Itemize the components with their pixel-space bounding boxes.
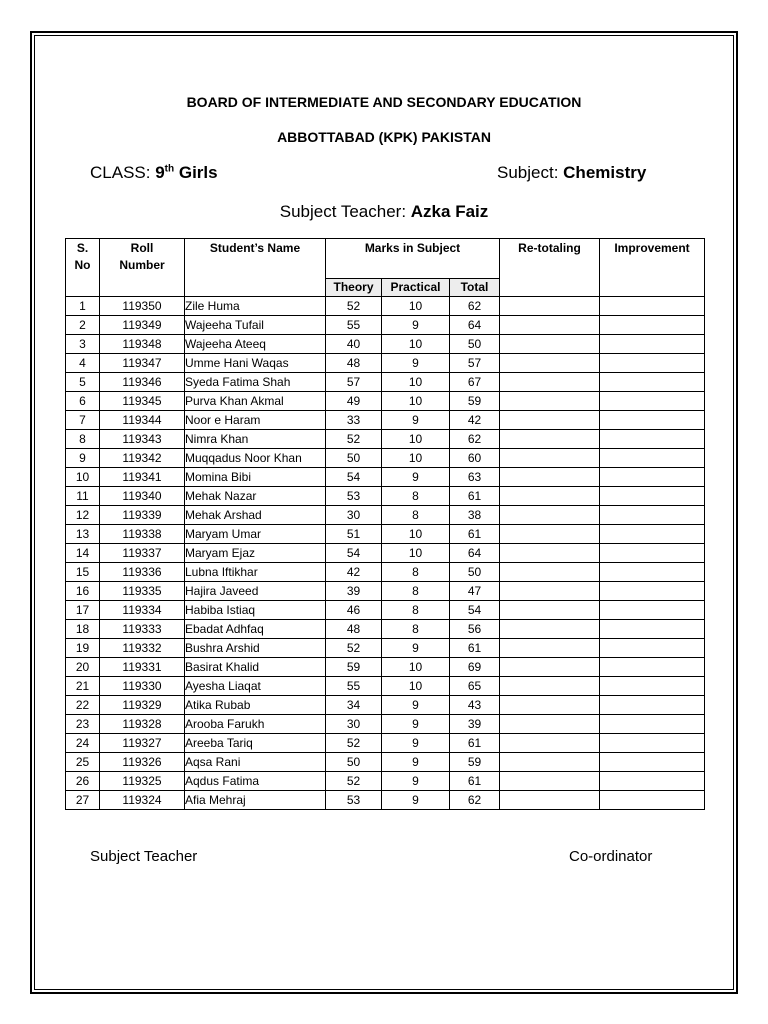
cell-name: Maryam Ejaz <box>185 544 326 563</box>
cell-roll: 119340 <box>100 487 185 506</box>
header-practical: Practical <box>382 279 450 297</box>
cell-practical: 8 <box>382 601 450 620</box>
cell-retotaling <box>500 430 600 449</box>
cell-name: Nimra Khan <box>185 430 326 449</box>
cell-theory: 33 <box>326 411 382 430</box>
cell-name: Maryam Umar <box>185 525 326 544</box>
table-row <box>66 392 705 411</box>
cell-total: 57 <box>450 354 500 373</box>
cell-roll: 119347 <box>100 354 185 373</box>
cell-sno: 23 <box>66 715 100 734</box>
cell-total: 54 <box>450 601 500 620</box>
cell-sno: 17 <box>66 601 100 620</box>
cell-sno: 15 <box>66 563 100 582</box>
cell-total: 60 <box>450 449 500 468</box>
table-row <box>66 354 705 373</box>
table-row <box>66 772 705 791</box>
cell-improvement <box>600 582 705 601</box>
cell-sno: 25 <box>66 753 100 772</box>
cell-total: 62 <box>450 791 500 810</box>
cell-improvement <box>600 734 705 753</box>
table-row <box>66 753 705 772</box>
signature-coordinator: Co-ordinator <box>569 848 653 865</box>
cell-sno: 13 <box>66 525 100 544</box>
teacher-info <box>0 202 768 222</box>
cell-improvement <box>600 696 705 715</box>
cell-retotaling <box>500 677 600 696</box>
cell-theory: 59 <box>326 658 382 677</box>
cell-practical: 8 <box>382 582 450 601</box>
cell-practical: 10 <box>382 525 450 544</box>
board-title: BOARD OF INTERMEDIATE AND SECONDARY EDUCATION <box>186 94 582 110</box>
cell-name: Afia Mehraj <box>185 791 326 810</box>
cell-sno: 7 <box>66 411 100 430</box>
cell-improvement <box>600 753 705 772</box>
marks-table <box>65 238 705 810</box>
header-retotaling: Re-totaling <box>500 239 600 297</box>
cell-sno: 18 <box>66 620 100 639</box>
cell-improvement <box>600 487 705 506</box>
cell-sno: 24 <box>66 734 100 753</box>
cell-theory: 30 <box>326 506 382 525</box>
cell-improvement <box>600 658 705 677</box>
cell-sno: 11 <box>66 487 100 506</box>
cell-retotaling <box>500 373 600 392</box>
teacher-value: Azka Faiz <box>410 202 489 221</box>
table-row <box>66 316 705 335</box>
table-row <box>66 449 705 468</box>
cell-roll: 119345 <box>100 392 185 411</box>
header-total: Total <box>450 279 500 297</box>
table-row <box>66 620 705 639</box>
cell-total: 62 <box>450 430 500 449</box>
class-info <box>90 163 218 183</box>
cell-sno: 9 <box>66 449 100 468</box>
cell-theory: 55 <box>326 677 382 696</box>
cell-improvement <box>600 544 705 563</box>
cell-improvement <box>600 601 705 620</box>
cell-theory: 46 <box>326 601 382 620</box>
cell-sno: 19 <box>66 639 100 658</box>
signature-subject-teacher: Subject Teacher <box>90 848 198 865</box>
cell-improvement <box>600 791 705 810</box>
cell-theory: 54 <box>326 544 382 563</box>
cell-improvement <box>600 297 705 316</box>
cell-theory: 52 <box>326 639 382 658</box>
header-roll-line2: Number <box>119 258 165 272</box>
cell-improvement <box>600 715 705 734</box>
cell-sno: 12 <box>66 506 100 525</box>
cell-sno: 10 <box>66 468 100 487</box>
cell-name: Syeda Fatima Shah <box>185 373 326 392</box>
cell-retotaling <box>500 487 600 506</box>
cell-roll: 119341 <box>100 468 185 487</box>
cell-improvement <box>600 335 705 354</box>
cell-improvement <box>600 430 705 449</box>
cell-sno: 6 <box>66 392 100 411</box>
cell-retotaling <box>500 525 600 544</box>
cell-roll: 119334 <box>100 601 185 620</box>
cell-practical: 9 <box>382 791 450 810</box>
cell-improvement <box>600 772 705 791</box>
cell-sno: 16 <box>66 582 100 601</box>
cell-theory: 34 <box>326 696 382 715</box>
cell-name: Habiba Istiaq <box>185 601 326 620</box>
cell-roll: 119326 <box>100 753 185 772</box>
cell-retotaling <box>500 734 600 753</box>
table-row <box>66 658 705 677</box>
cell-improvement <box>600 392 705 411</box>
cell-roll: 119332 <box>100 639 185 658</box>
cell-theory: 52 <box>326 772 382 791</box>
cell-roll: 119337 <box>100 544 185 563</box>
cell-practical: 10 <box>382 430 450 449</box>
cell-total: 61 <box>450 639 500 658</box>
header-roll <box>100 239 185 297</box>
cell-total: 61 <box>450 487 500 506</box>
cell-practical: 9 <box>382 715 450 734</box>
class-superscript: th <box>164 163 175 175</box>
cell-name: Umme Hani Waqas <box>185 354 326 373</box>
cell-improvement <box>600 639 705 658</box>
board-location: ABBOTTABAD (KPK) PAKISTAN <box>277 129 491 145</box>
table-row <box>66 582 705 601</box>
cell-total: 69 <box>450 658 500 677</box>
cell-theory: 30 <box>326 715 382 734</box>
cell-roll: 119327 <box>100 734 185 753</box>
cell-theory: 52 <box>326 734 382 753</box>
cell-practical: 8 <box>382 506 450 525</box>
table-row <box>66 563 705 582</box>
cell-retotaling <box>500 582 600 601</box>
cell-retotaling <box>500 449 600 468</box>
cell-name: Areeba Tariq <box>185 734 326 753</box>
cell-practical: 10 <box>382 297 450 316</box>
header-sno-line1: S. <box>76 241 89 255</box>
cell-roll: 119339 <box>100 506 185 525</box>
cell-name: Muqqadus Noor Khan <box>185 449 326 468</box>
cell-retotaling <box>500 316 600 335</box>
cell-sno: 20 <box>66 658 100 677</box>
cell-theory: 49 <box>326 392 382 411</box>
cell-theory: 55 <box>326 316 382 335</box>
table-row <box>66 715 705 734</box>
cell-name: Basirat Khalid <box>185 658 326 677</box>
cell-theory: 51 <box>326 525 382 544</box>
cell-total: 47 <box>450 582 500 601</box>
table-row <box>66 639 705 658</box>
cell-name: Hajira Javeed <box>185 582 326 601</box>
cell-sno: 21 <box>66 677 100 696</box>
cell-roll: 119325 <box>100 772 185 791</box>
cell-practical: 10 <box>382 677 450 696</box>
cell-total: 61 <box>450 525 500 544</box>
class-name: Girls <box>174 163 218 182</box>
cell-name: Zile Huma <box>185 297 326 316</box>
cell-retotaling <box>500 601 600 620</box>
cell-total: 63 <box>450 468 500 487</box>
cell-practical: 10 <box>382 544 450 563</box>
cell-roll: 119328 <box>100 715 185 734</box>
cell-total: 65 <box>450 677 500 696</box>
cell-retotaling <box>500 639 600 658</box>
cell-roll: 119336 <box>100 563 185 582</box>
cell-total: 61 <box>450 772 500 791</box>
cell-total: 50 <box>450 335 500 354</box>
teacher-label: Subject Teacher: <box>279 202 411 221</box>
cell-roll: 119348 <box>100 335 185 354</box>
cell-total: 59 <box>450 753 500 772</box>
cell-sno: 8 <box>66 430 100 449</box>
cell-practical: 10 <box>382 373 450 392</box>
cell-theory: 48 <box>326 620 382 639</box>
cell-retotaling <box>500 563 600 582</box>
cell-roll: 119344 <box>100 411 185 430</box>
cell-roll: 119330 <box>100 677 185 696</box>
table-row <box>66 297 705 316</box>
cell-sno: 14 <box>66 544 100 563</box>
cell-practical: 8 <box>382 487 450 506</box>
header-improvement: Improvement <box>600 239 705 297</box>
cell-practical: 8 <box>382 563 450 582</box>
cell-total: 56 <box>450 620 500 639</box>
cell-roll: 119324 <box>100 791 185 810</box>
cell-name: Ayesha Liaqat <box>185 677 326 696</box>
cell-retotaling <box>500 791 600 810</box>
cell-roll: 119331 <box>100 658 185 677</box>
header-theory: Theory <box>326 279 382 297</box>
cell-name: Purva Khan Akmal <box>185 392 326 411</box>
cell-practical: 8 <box>382 620 450 639</box>
cell-theory: 50 <box>326 449 382 468</box>
table-row <box>66 468 705 487</box>
table-row <box>66 696 705 715</box>
cell-sno: 2 <box>66 316 100 335</box>
cell-practical: 9 <box>382 639 450 658</box>
cell-theory: 39 <box>326 582 382 601</box>
cell-total: 61 <box>450 734 500 753</box>
cell-improvement <box>600 563 705 582</box>
cell-name: Aqdus Fatima <box>185 772 326 791</box>
cell-total: 59 <box>450 392 500 411</box>
cell-practical: 9 <box>382 734 450 753</box>
cell-practical: 9 <box>382 354 450 373</box>
cell-name: Noor e Haram <box>185 411 326 430</box>
cell-improvement <box>600 525 705 544</box>
cell-retotaling <box>500 715 600 734</box>
cell-practical: 10 <box>382 449 450 468</box>
cell-theory: 54 <box>326 468 382 487</box>
cell-name: Lubna Iftikhar <box>185 563 326 582</box>
cell-name: Wajeeha Ateeq <box>185 335 326 354</box>
cell-name: Momina Bibi <box>185 468 326 487</box>
cell-practical: 10 <box>382 658 450 677</box>
cell-roll: 119335 <box>100 582 185 601</box>
cell-improvement <box>600 449 705 468</box>
cell-theory: 50 <box>326 753 382 772</box>
cell-improvement <box>600 620 705 639</box>
cell-theory: 52 <box>326 297 382 316</box>
cell-retotaling <box>500 544 600 563</box>
cell-retotaling <box>500 392 600 411</box>
cell-retotaling <box>500 753 600 772</box>
cell-practical: 10 <box>382 335 450 354</box>
cell-improvement <box>600 354 705 373</box>
cell-retotaling <box>500 468 600 487</box>
cell-name: Mehak Arshad <box>185 506 326 525</box>
cell-theory: 57 <box>326 373 382 392</box>
cell-retotaling <box>500 506 600 525</box>
cell-sno: 4 <box>66 354 100 373</box>
cell-sno: 3 <box>66 335 100 354</box>
cell-theory: 40 <box>326 335 382 354</box>
cell-sno: 1 <box>66 297 100 316</box>
cell-practical: 9 <box>382 468 450 487</box>
cell-retotaling <box>500 772 600 791</box>
cell-name: Ebadat Adhfaq <box>185 620 326 639</box>
cell-theory: 52 <box>326 430 382 449</box>
subject-value: Chemistry <box>563 163 647 182</box>
cell-improvement <box>600 411 705 430</box>
cell-roll: 119338 <box>100 525 185 544</box>
cell-practical: 9 <box>382 753 450 772</box>
header-roll-line1: Roll <box>130 241 154 255</box>
table-row <box>66 734 705 753</box>
cell-theory: 48 <box>326 354 382 373</box>
cell-improvement <box>600 506 705 525</box>
cell-improvement <box>600 373 705 392</box>
cell-practical: 9 <box>382 696 450 715</box>
cell-retotaling <box>500 297 600 316</box>
cell-practical: 9 <box>382 316 450 335</box>
cell-sno: 26 <box>66 772 100 791</box>
cell-sno: 5 <box>66 373 100 392</box>
table-row <box>66 544 705 563</box>
cell-improvement <box>600 316 705 335</box>
cell-name: Wajeeha Tufail <box>185 316 326 335</box>
cell-total: 50 <box>450 563 500 582</box>
table-row <box>66 430 705 449</box>
table-row <box>66 373 705 392</box>
cell-practical: 9 <box>382 411 450 430</box>
cell-roll: 119350 <box>100 297 185 316</box>
subject-info <box>497 163 646 183</box>
cell-theory: 53 <box>326 791 382 810</box>
cell-name: Aqsa Rani <box>185 753 326 772</box>
cell-roll: 119343 <box>100 430 185 449</box>
header-marks: Marks in Subject <box>326 239 500 279</box>
cell-improvement <box>600 468 705 487</box>
header-sno-line2: No <box>74 258 91 272</box>
header-name: Student’s Name <box>185 239 326 297</box>
marks-table-body <box>66 297 705 810</box>
cell-sno: 22 <box>66 696 100 715</box>
class-number: 9 <box>155 163 165 182</box>
table-row <box>66 506 705 525</box>
cell-retotaling <box>500 658 600 677</box>
table-row <box>66 525 705 544</box>
cell-total: 39 <box>450 715 500 734</box>
cell-roll: 119333 <box>100 620 185 639</box>
cell-name: Bushra Arshid <box>185 639 326 658</box>
table-row <box>66 335 705 354</box>
cell-theory: 42 <box>326 563 382 582</box>
cell-name: Atika Rubab <box>185 696 326 715</box>
cell-total: 62 <box>450 297 500 316</box>
table-row <box>66 411 705 430</box>
cell-theory: 53 <box>326 487 382 506</box>
cell-retotaling <box>500 335 600 354</box>
cell-total: 38 <box>450 506 500 525</box>
cell-roll: 119342 <box>100 449 185 468</box>
cell-roll: 119349 <box>100 316 185 335</box>
cell-total: 43 <box>450 696 500 715</box>
cell-roll: 119346 <box>100 373 185 392</box>
cell-retotaling <box>500 354 600 373</box>
class-label: CLASS: <box>90 163 156 182</box>
cell-practical: 9 <box>382 772 450 791</box>
cell-retotaling <box>500 620 600 639</box>
cell-improvement <box>600 677 705 696</box>
table-row <box>66 791 705 810</box>
table-row <box>66 677 705 696</box>
cell-total: 64 <box>450 544 500 563</box>
subject-label: Subject: <box>497 163 564 182</box>
cell-retotaling <box>500 696 600 715</box>
cell-practical: 10 <box>382 392 450 411</box>
header-sno <box>66 239 100 297</box>
cell-name: Arooba Farukh <box>185 715 326 734</box>
cell-sno: 27 <box>66 791 100 810</box>
cell-retotaling <box>500 411 600 430</box>
table-row <box>66 601 705 620</box>
table-row <box>66 487 705 506</box>
cell-total: 42 <box>450 411 500 430</box>
cell-total: 64 <box>450 316 500 335</box>
cell-name: Mehak Nazar <box>185 487 326 506</box>
cell-total: 67 <box>450 373 500 392</box>
cell-roll: 119329 <box>100 696 185 715</box>
